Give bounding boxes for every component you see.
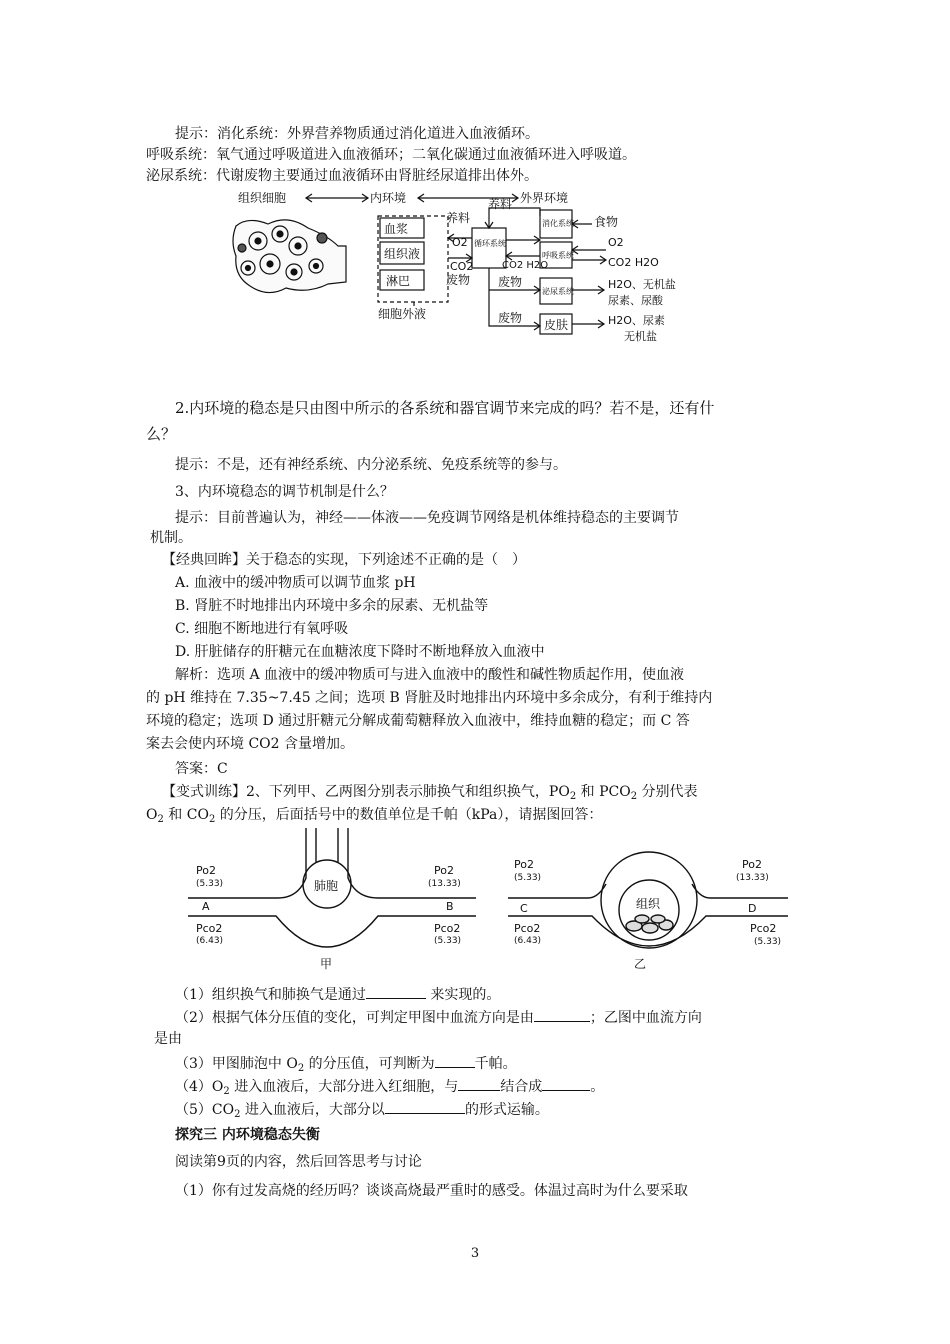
section3-title: 探究三 内环境稳态失衡 (175, 1127, 320, 1143)
yi-pco2-left-value: (6.43) (514, 936, 542, 946)
classic-analysis-2: 的 pH 维持在 7.35~7.45 之间；选项 B 肾脏及时地排出内环境中多余成分，有利于维持内 (146, 690, 713, 706)
label-nutrients-a: 养料 (446, 211, 471, 225)
label-d: D (748, 902, 757, 915)
yi-po2-left-value: (5.33) (514, 873, 542, 883)
label-o2-out: O2 (608, 236, 624, 249)
question-4-mid: 进入血液后，大部分进入红细胞，与 (229, 1079, 459, 1095)
q2-hint: 提示：不是，还有神经系统、内分泌系统、免疫系统等的参与。 (175, 457, 567, 473)
question-3-tail: 千帕。 (474, 1056, 517, 1072)
label-tissue-fluid: 组织液 (384, 247, 421, 261)
question-2-text: （2）根据气体分压值的变化，可判定甲图中血流方向是由 (175, 1010, 534, 1026)
label-food: 食物 (594, 215, 619, 229)
variant-line2-c: 的分压，后面括号中的数值单位是千帕（kPa），请据图回答： (215, 807, 603, 823)
label-lymph: 淋巴 (386, 274, 411, 288)
label-alveolus: 肺胞 (314, 879, 339, 893)
hint-urinary: 泌尿系统：代谢废物主要通过血液循环由肾脏经尿道排出体外。 (146, 168, 538, 184)
question-3-mid: 的分压值，可判断为 (304, 1056, 435, 1072)
jia-po2-right: Po2 (434, 864, 454, 877)
label-co2: CO2 (450, 260, 474, 273)
question-4-text: （4）O (175, 1079, 224, 1095)
yi-po2-right: Po2 (742, 858, 762, 871)
variant-line2: $O_2$ 和 $CO_2$ 的分压，后面括号中的数值单位是千帕（kPa），请据图回答： (146, 807, 603, 825)
section3-q1: （1）你有过发高烧的经历吗？谈谈高烧最严重时的感受。体温过高时为什么要采取 (175, 1183, 688, 1199)
variant-bracket: 【变式训练】 (162, 784, 246, 800)
label-tissue-cell: 组织细胞 (238, 191, 287, 205)
label-c: C (520, 902, 528, 915)
yi-pco2-right: Pco2 (750, 922, 777, 935)
q2-line2: 么？ (146, 425, 177, 443)
jia-po2-left: Po2 (196, 864, 216, 877)
q3-hint2: 机制。 (150, 530, 192, 546)
jia-pco2-right-value: (5.33) (434, 936, 462, 946)
variant-line1-a: 2、下列甲、乙两图分别表示肺换气和组织换气，PO (246, 784, 570, 800)
q2-line1: 2.内环境的稳态是只由图中所示的各系统和器官调节来完成的吗？若不是，还有什 (175, 399, 715, 417)
yi-pco2-right-value: (5.33) (754, 937, 782, 947)
answer-blank-3[interactable] (435, 1052, 475, 1068)
question-3-text: （3）甲图肺泡中 O (175, 1056, 298, 1072)
label-digestive-sys: 消化系统 (542, 219, 574, 228)
answer-blank-4b[interactable] (542, 1075, 590, 1091)
label-urinary-sys: 泌尿系统 (542, 287, 574, 296)
label-waste-c: 废物 (498, 311, 523, 325)
question-4: $(4)O_2$ 进入血液后，大部分进入红细胞，与 结合成 。 (175, 1075, 604, 1097)
classic-stem: 【经典回眸】关于稳态的实现，下列途述不正确的是（ ） (162, 552, 526, 568)
jia-po2-right-value: (13.33) (428, 879, 461, 889)
label-o2: O2 (452, 236, 468, 249)
label-internal-env: 内环境 (370, 191, 407, 205)
label-extracellular: 细胞外液 (378, 307, 427, 321)
question-4-tail: 。 (590, 1079, 605, 1095)
classic-analysis-3: 环境的稳定；选项 D 通过肝糖元分解成葡萄糖释放入血液中，维持血糖的稳定；而 C 答 (146, 713, 690, 729)
question-2 (175, 1006, 702, 1028)
label-nutrients-b: 养料 (488, 197, 513, 211)
label-jia: 甲 (320, 957, 333, 971)
q3-title: 3、内环境稳态的调节机制是什么？ (175, 484, 394, 500)
hint-digestive: 提示：消化系统：外界营养物质通过消化道进入血液循环。 (175, 126, 539, 142)
label-waste-a: 废物 (446, 273, 471, 287)
answer-blank-1[interactable] (366, 983, 426, 999)
classic-option-d: D. 肝脏储存的肝糖元在血糖浓度下降时不断地释放入血液中 (175, 644, 545, 660)
classic-option-c: C. 细胞不断地进行有氧呼吸 (175, 621, 349, 637)
label-a: A (202, 900, 210, 913)
question-3: （3）甲图肺泡中 $O_2$ 的分压值，可判断为 千帕。 (175, 1052, 517, 1074)
question-2-line2 (154, 1029, 182, 1049)
question-5-tail: 的形式运输。 (464, 1102, 549, 1118)
label-plasma: 血浆 (384, 222, 409, 236)
yi-po2-right-value: (13.33) (736, 873, 769, 883)
variant-line1: 【变式训练】2、下列甲、乙两图分别表示肺换气和组织换气，$PO_2$ 和 $PCO_2$ 分别代表 (162, 784, 698, 802)
classic-analysis-4: 案去会使内环境 CO2 含量增加。 (146, 736, 354, 752)
jia-pco2-right: Pco2 (434, 922, 461, 935)
label-tissue: 组织 (636, 897, 661, 911)
question-4-mid2: 结合成 (500, 1079, 543, 1095)
question-1-tail: 来实现的。 (425, 987, 501, 1003)
label-skin-out-1: H2O、尿素 (608, 314, 665, 327)
label-co2-h2o-right: CO2 H2O (608, 256, 659, 269)
variant-line2-b: 和 CO (163, 807, 209, 823)
label-b: B (446, 900, 454, 913)
label-external-env: 外界环境 (520, 191, 569, 205)
label-urinary-out-1: H2O、无机盐 (608, 278, 676, 291)
classic-option-a: A. 血液中的缓冲物质可以调节血浆 pH (175, 575, 416, 591)
label-respiratory-sys: 呼吸系统 (542, 251, 574, 260)
yi-po2-left: Po2 (514, 858, 534, 871)
variant-line2-a: O (146, 807, 158, 823)
jia-po2-left-value: (5.33) (196, 879, 224, 889)
label-yi: 乙 (634, 957, 647, 971)
question-1 (175, 983, 500, 1005)
question-5: $(5)CO_2$ 进入血液后，大部分以 的形式运输。 (175, 1098, 549, 1120)
variant-line1-c: 分别代表 (637, 784, 698, 800)
jia-pco2-left-value: (6.43) (196, 936, 224, 946)
jia-pco2-left: Pco2 (196, 922, 223, 935)
classic-option-b: B. 肾脏不时地排出内环境中多余的尿素、无机盐等 (175, 598, 489, 614)
label-skin: 皮肤 (544, 318, 569, 332)
internal-environment-diagram (228, 186, 698, 351)
q3-hint1: 提示：目前普遍认为，神经——体液——免疫调节网络是机体维持稳态的主要调节 (175, 510, 679, 526)
label-skin-out-2: 无机盐 (624, 330, 657, 343)
classic-analysis-1: 解析：选项 A 血液中的缓冲物质可与进入血液中的酸性和碱性物质起作用，使血液 (175, 667, 685, 683)
page-number: 3 (470, 1246, 480, 1261)
question-2-cont: 是由 (154, 1031, 182, 1047)
question-5-mid: 进入血液后，大部分以 (240, 1102, 385, 1118)
answer-blank-5[interactable] (385, 1098, 465, 1114)
hint-respiratory: 呼吸系统：氧气通过呼吸道进入血液循环；二氧化碳通过血液循环进入呼吸道。 (146, 147, 636, 163)
classic-answer: 答案：C (175, 761, 228, 777)
label-urinary-out-2: 尿素、尿酸 (608, 294, 663, 307)
question-5-text: （5）CO (175, 1102, 235, 1118)
answer-blank-4a[interactable] (458, 1075, 500, 1091)
label-waste-b: 废物 (498, 275, 523, 289)
question-1-text: （1）组织换气和肺换气是通过 (175, 987, 366, 1003)
answer-blank-2[interactable] (534, 1006, 590, 1022)
question-2-tail: ；乙图中血流方向 (589, 1010, 702, 1026)
variant-line1-b: 和 PCO (576, 784, 631, 800)
label-co2-h2o-left: CO2 H2O (502, 260, 549, 271)
label-circulatory: 循环系统 (474, 239, 506, 248)
yi-pco2-left: Pco2 (514, 922, 541, 935)
section3-read: 阅读第9页的内容，然后回答思考与讨论 (175, 1154, 422, 1170)
gas-exchange-diagram (188, 828, 788, 974)
